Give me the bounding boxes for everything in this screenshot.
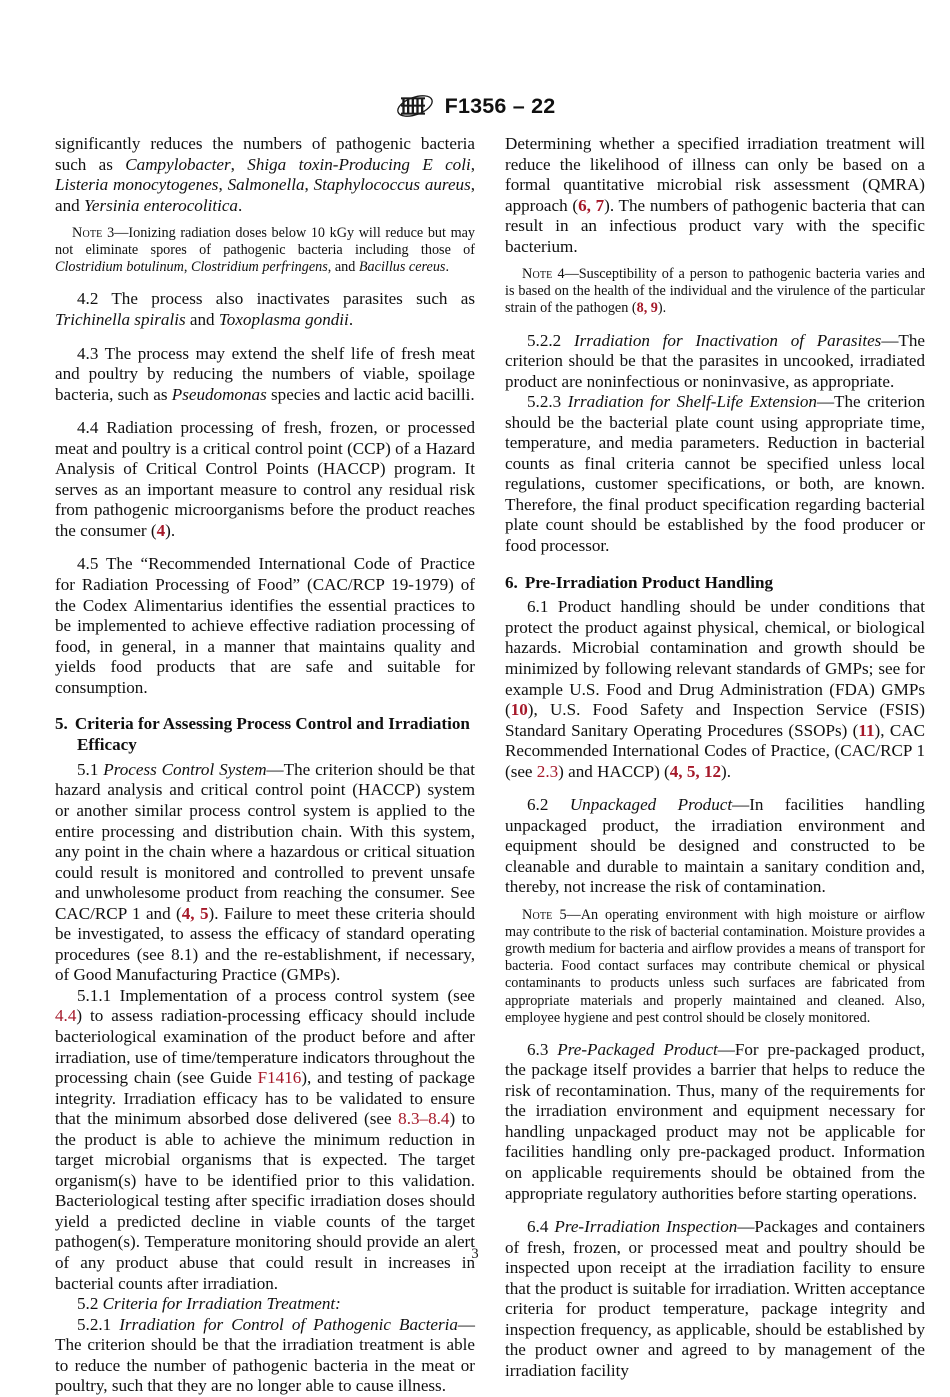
- text-run: Susceptibility of a person to pathogenic bacteria varies and is based on the health of the individual and the virulence of the particular strain of the pathogen (: [505, 266, 926, 317]
- paragraph-6-2: [505, 795, 925, 898]
- reference-link[interactable]: 11: [858, 720, 875, 740]
- text-run: Product handling should be under conditions that protect the product against physical, chemical, or biological hazards. Microbial contamination and growth should be minimized by following relevant standards of GMPs; see for example U.S. Food and Drug Administration (FDA) GMPs (: [505, 597, 925, 720]
- section-number: 4.2: [77, 289, 99, 309]
- text-run: —The criterion should be that hazard analysis and critical control point (HACCP) system or another similar process control system is applied to the entire processing and distribution chain. With this system, any point in the chain where a hazardous or critical situation could result is monitored and controlled to prevent unsafe and unwholesome product from reaching the consumer. See CAC/RCP 1 and (: [55, 759, 475, 923]
- text-run: An operating environment with high moisture or airflow may contribute to the risk of bacterial contamination. Moisture provides a growth medium for bacteria and airflow provides a means of transport for bacteria. Food contact surfaces may contribute chemical or physical contaminants to products unless such surfaces are fabricated from appropriate materials and properly maintained and cleaned. Also, employee hygiene and pest control should be closely monitored.: [505, 907, 925, 1026]
- species-name: Pseudomonas: [171, 384, 267, 404]
- species-name: Trichinella spiralis: [55, 310, 186, 330]
- cross-reference-link[interactable]: 4.4: [55, 1006, 77, 1026]
- term-lead-in: Irradiation for Inactivation of Parasites: [573, 330, 882, 350]
- paragraph-5-2-1: [55, 1315, 475, 1397]
- species-name: Shiga toxin-Producing E coli: [247, 154, 471, 174]
- reference-link[interactable]: 8, 9: [636, 300, 658, 317]
- note-number: 3: [102, 225, 115, 242]
- text-run: —The criterion should be that the irradiation treatment is able to reduce the number of pathogenic bacteria in the meat or poultry, such that they are no longer able to cause illness.: [55, 1314, 475, 1396]
- text-run: —: [564, 266, 579, 283]
- text-run: ).: [657, 300, 667, 317]
- text-run: —For pre-packaged product, the package itself provides a barrier that helps to reduce the risk of recontamination. Thus, many of the requirements for the irradiation environment and equipment necessary for handling unpackaged product may not be applicable for facilities handling only pre-packaged product. Information on applicable requirements should be obtained from the appropriate regulatory authorities before starting operations.: [505, 1039, 925, 1203]
- cross-reference-link[interactable]: 2.3: [536, 761, 559, 781]
- text-run: species and lactic acid bacilli.: [266, 384, 475, 404]
- species-name: Listeria monocytogenes: [55, 175, 219, 195]
- text-run: ,: [230, 154, 248, 174]
- note-label: Note: [522, 907, 553, 924]
- species-name: Salmonella: [227, 175, 305, 195]
- species-name: Campylobacter: [125, 154, 231, 174]
- text-run: ) to assess radiation-processing efficacy should include bacteriological examination of the product before and after irradiation, use of time/temperature indicators throughout the processing chain (see Guide: [55, 1006, 475, 1088]
- text-run: ,: [304, 175, 314, 195]
- text-run: —The criterion should be that the parasites in uncooked, irradiated product are noninfectious or noninvasive, as appropriate.: [505, 330, 925, 391]
- note-5: [505, 907, 925, 1027]
- text-run: ,: [218, 175, 228, 195]
- text-run: .: [348, 310, 354, 330]
- species-name: Bacillus cereus: [358, 259, 446, 276]
- term-lead-in: Pre-Irradiation Inspection: [554, 1217, 738, 1237]
- text-run: —In facilities handling unpackaged product, the irradiation environment and equipment should be designed and constructed to be cleanable and durable to maintain a sanitary condition and, thereby, not increase the risk of contamination.: [505, 795, 925, 897]
- term-lead-in: Irradiation for Shelf-Life Extension: [567, 392, 817, 412]
- text-run: Determining whether a specified irradiation treatment will reduce the likelihood of illness can only be based on a formal quantitative microbial risk assessment (QMRA) approach (: [505, 134, 925, 215]
- section-number: 5.: [55, 714, 68, 734]
- paragraph-4-4: [55, 418, 475, 541]
- text-run: —: [114, 225, 129, 242]
- species-name: Clostridium perfringens: [190, 259, 328, 276]
- paragraph-4-1-continued: [55, 134, 475, 216]
- section-number: 5.2.2: [527, 330, 562, 350]
- text-run: —Packages and containers of fresh, frozen, or processed meat and poultry should be inspected upon receipt at the irradiation facility to ensure that the product is suitable for irradiation. Written acceptance criteria for product temperature, package integrity and inspection frequency, as applicable, should be established by the product owner and agreed to by management of the irradiation facility: [505, 1217, 925, 1380]
- text-run: The process may extend the shelf life of fresh meat and poultry by reducing the numbers of viable, spoilage bacteria, such as: [55, 343, 475, 404]
- section-number: 5.1.1: [77, 985, 112, 1005]
- paragraph-4-5: [55, 554, 475, 698]
- section-number: 4.5: [77, 554, 99, 574]
- text-run: , and: [327, 259, 359, 276]
- page-number: 3: [471, 1246, 479, 1262]
- text-run: ).: [165, 520, 176, 540]
- section-number: 5.2.1: [77, 1314, 112, 1334]
- text-run: and: [185, 310, 219, 330]
- note-label: Note: [522, 266, 553, 283]
- text-run: ).: [721, 761, 731, 781]
- term-lead-in: Unpackaged Product: [569, 795, 733, 815]
- paragraph-continued-qmra: [505, 134, 925, 257]
- text-run: .: [445, 259, 449, 276]
- two-column-body: [55, 134, 926, 1396]
- section-number: 5.1: [77, 759, 99, 779]
- species-name: Yersinia enterocolitica: [83, 195, 238, 215]
- heading-title: Criteria for Assessing Process Control and Irradiation Efficacy: [74, 714, 470, 755]
- astm-logo: [395, 89, 435, 123]
- text-run: ). The numbers of pathogenic bacteria that can result in an infectious product vary with the specific bacterium.: [505, 195, 926, 256]
- text-run: , and: [55, 175, 476, 215]
- reference-link[interactable]: 10: [510, 700, 528, 720]
- text-run: ), CAC Recommended International Codes of Practice, (CAC/RCP 1 (see: [505, 720, 925, 781]
- section-number: 6.3: [527, 1039, 549, 1059]
- paragraph-4-3: [55, 344, 475, 406]
- paragraph-5-2-2: [505, 331, 925, 393]
- paragraph-6-1: [505, 597, 925, 782]
- reference-link[interactable]: 4, 5: [181, 903, 209, 923]
- page-header: [0, 0, 950, 132]
- text-run: ), and testing of package integrity. Irradiation efficacy has to be validated to ensure that the minimum absorbed dose delivered (see: [55, 1068, 475, 1129]
- cross-reference-link[interactable]: F1416: [257, 1068, 302, 1088]
- note-number: 5: [552, 907, 567, 924]
- paragraph-6-4: [505, 1217, 925, 1381]
- species-name: Staphylococcus aureus: [313, 175, 471, 195]
- text-run: ) to the product is able to achieve the minimum reduction in target microbial organisms that is expected. The target organism(s) have to be identified prior to this validation. Bacteriological testing after specific irradiation doses should yield a predicted decline in viable counts of the target pathogen(s). Temperature monitoring should provide an alert of any product abuse that could result in increases in bacterial counts after irradiation.: [55, 1109, 475, 1293]
- term-lead-in: Criteria for Irradiation Treatment:: [102, 1294, 341, 1314]
- section-number: 6.2: [527, 795, 549, 815]
- text-run: —The criterion should be the bacterial plate count using appropriate time, temperature, and media parameters. Reduction in bacterial counts as final criteria cannot be specified unless local regulations, customer specifications, or both, are known. Therefore, the final product specification regarding bacterial plate count should be established by the food producer or food processor.: [505, 392, 926, 556]
- reference-link[interactable]: 4, 5, 12: [669, 761, 722, 781]
- heading-section-5: [55, 714, 475, 756]
- text-run: ,: [183, 259, 191, 276]
- left-column: [55, 134, 476, 1396]
- text-run: Implementation of a process control system (see: [111, 985, 475, 1005]
- text-run: The “Recommended International Code of Practice for Radiation Processing of Food” (CAC/RCP 19-1979) of the Codex Alimentarius identifies the essential practices to be implemented to achieve effective radiation processing of food, in general, in a manner that maintains quality and yields food products that are safe and suitable for consumption.: [55, 554, 475, 697]
- text-run: —: [566, 907, 581, 924]
- term-lead-in: Irradiation for Control of Pathogenic Bacteria: [119, 1314, 458, 1334]
- heading-title: Pre-Irradiation Product Handling: [524, 572, 774, 592]
- heading-section-6: [505, 573, 925, 594]
- standard-designation: F1356 – 22: [444, 93, 556, 118]
- paragraph-5-1: [55, 760, 475, 986]
- note-3: [55, 225, 475, 276]
- species-name: Clostridium botulinum: [55, 259, 184, 276]
- term-lead-in: Process Control System: [103, 759, 267, 779]
- section-number: 4.3: [77, 343, 99, 363]
- text-run: significantly reduces the numbers of pathogenic bacteria such as: [55, 134, 475, 174]
- section-number: 6.1: [527, 597, 549, 617]
- cross-reference-link[interactable]: 8.3–8.4: [398, 1109, 450, 1129]
- text-run: ) and HACCP) (: [558, 761, 670, 781]
- term-lead-in: Pre-Packaged Product: [557, 1039, 718, 1059]
- species-name: Toxoplasma gondii: [218, 310, 349, 330]
- reference-link[interactable]: 6, 7: [578, 195, 605, 215]
- paragraph-5-2-3: [505, 392, 925, 556]
- note-label: Note: [72, 225, 103, 242]
- section-number: 4.4: [77, 418, 99, 438]
- text-run: .: [237, 195, 243, 215]
- right-column: [505, 134, 926, 1380]
- note-number: 4: [552, 266, 565, 283]
- text-run: ). Failure to meet these criteria should be investigated, to assess the efficacy of standard operating procedures (see 8.1) and the re-establishment, if necessary, of Good Manufacturing Practice (GMPs).: [55, 903, 475, 985]
- note-4: [505, 266, 925, 317]
- paragraph-4-2: [55, 289, 475, 330]
- section-number: 5.2.3: [527, 392, 562, 412]
- section-number: 6.4: [527, 1217, 549, 1237]
- section-number: 6.: [505, 572, 518, 592]
- text-run: The process also inactivates parasites such as: [98, 289, 475, 309]
- text-run: Ionizing radiation doses below 10 kGy will reduce but may not eliminate spores of pathogenic bacteria including those of: [55, 225, 476, 259]
- text-run: Radiation processing of fresh, frozen, or processed meat and poultry is a critical control point (CCP) of a Hazard Analysis of Critical Control Points (HACCP) program. It serves as an important measure to control any residual risk from pathogenic microorganisms before the product reaches the consumer (: [55, 418, 475, 540]
- section-number: 5.2: [77, 1294, 99, 1314]
- reference-link[interactable]: 4: [156, 520, 166, 540]
- paragraph-5-2: [55, 1294, 475, 1315]
- text-run: ), U.S. Food Safety and Inspection Service (FSIS) Standard Sanitary Operating Procedures (SSOPs) (: [505, 700, 925, 740]
- text-run: ,: [470, 154, 476, 174]
- paragraph-6-3: [505, 1040, 925, 1204]
